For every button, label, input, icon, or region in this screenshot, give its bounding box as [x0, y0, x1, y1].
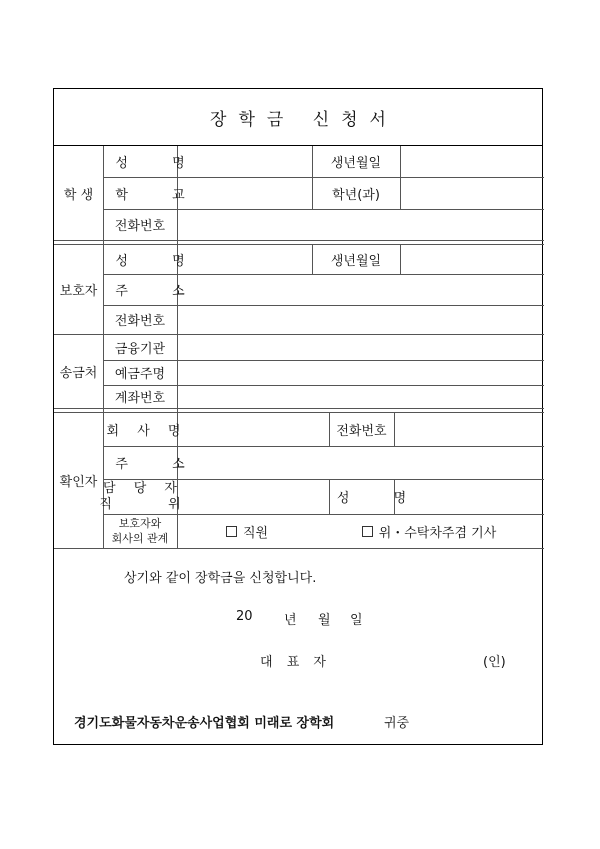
student-grade-field[interactable] — [400, 177, 544, 209]
account-field[interactable] — [177, 385, 544, 408]
driver-checkbox[interactable] — [362, 526, 373, 537]
application-form — [53, 88, 543, 745]
holder-field[interactable] — [177, 360, 544, 385]
student-name-label: 성 명 — [115, 156, 205, 171]
manager-label — [99, 479, 207, 514]
manager-label-line1: 담 당 자 — [103, 480, 184, 496]
company-field[interactable] — [177, 412, 329, 446]
student-birth-field[interactable] — [400, 146, 544, 177]
student-phone-label: 전화번호 — [114, 219, 166, 234]
section-label-remit: 송금처 — [59, 365, 98, 381]
company-phone-field[interactable] — [394, 412, 544, 446]
manager-field[interactable] — [177, 479, 329, 514]
option-employee[interactable] — [177, 514, 317, 548]
company-label: 회 사 명 — [106, 423, 188, 439]
student-name-field[interactable] — [177, 146, 312, 177]
guardian-address-field[interactable] — [177, 274, 544, 305]
section-divider — [54, 240, 544, 241]
guardian-phone-field[interactable] — [177, 305, 544, 334]
holder-label: 예금주명 — [114, 367, 166, 382]
guardian-name-label: 성 명 — [115, 253, 205, 269]
section-label-student: 학 생 — [63, 187, 94, 203]
company-address-field[interactable] — [177, 446, 544, 479]
statement-text: 상기와 같이 장학금을 신청합니다. — [124, 571, 317, 586]
bank-label: 금융기관 — [114, 341, 166, 357]
account-label: 계좌번호 — [114, 391, 166, 406]
manager-name-field[interactable] — [394, 479, 544, 514]
date-prefix: 20 — [236, 609, 253, 624]
guardian-address-label: 주 소 — [115, 284, 205, 299]
relation-label — [103, 514, 177, 548]
date-day: 일 — [350, 613, 363, 628]
guardian-birth-field[interactable] — [400, 244, 544, 274]
student-school-label: 학 교 — [115, 187, 205, 203]
employee-checkbox[interactable] — [226, 526, 237, 537]
manager-label-line2: 직 위 — [99, 496, 207, 512]
company-address-label: 주 소 — [115, 457, 205, 472]
relation-label-line1: 보호자와 — [118, 517, 162, 530]
date-month: 월 — [318, 613, 331, 628]
table-bottom — [54, 548, 544, 549]
section-label-verifier: 확인자 — [59, 474, 98, 490]
student-phone-field[interactable] — [177, 209, 544, 240]
guardian-birth-label: 생년월일 — [330, 253, 382, 269]
form-title: 장학금 신청서 — [54, 89, 542, 146]
bank-field[interactable] — [177, 334, 544, 360]
guardian-phone-label: 전화번호 — [114, 314, 166, 329]
section-label-guardian: 보호자 — [59, 283, 98, 299]
student-grade-label: 학년(과) — [332, 187, 380, 203]
date-year: 년 — [284, 613, 297, 628]
seal-mark: (인) — [483, 655, 506, 670]
organization-name: 경기도화물자동차운송사업협회 미래로 장학회 — [74, 716, 335, 731]
manager-name-label: 성 명 — [336, 491, 427, 506]
student-school-field[interactable] — [177, 177, 312, 209]
driver-label: 위・수탁차주겸 기사 — [378, 525, 497, 541]
employee-label: 직원 — [242, 525, 269, 541]
addressee: 귀중 — [384, 716, 410, 731]
section-divider — [54, 408, 544, 409]
student-birth-label: 생년월일 — [330, 156, 382, 171]
relation-label-line2: 회사의 관계 — [111, 532, 169, 545]
representative-label: 대 표 자 — [260, 655, 331, 670]
option-driver[interactable] — [344, 514, 514, 548]
guardian-name-field[interactable] — [177, 244, 312, 274]
company-phone-label: 전화번호 — [336, 423, 387, 439]
